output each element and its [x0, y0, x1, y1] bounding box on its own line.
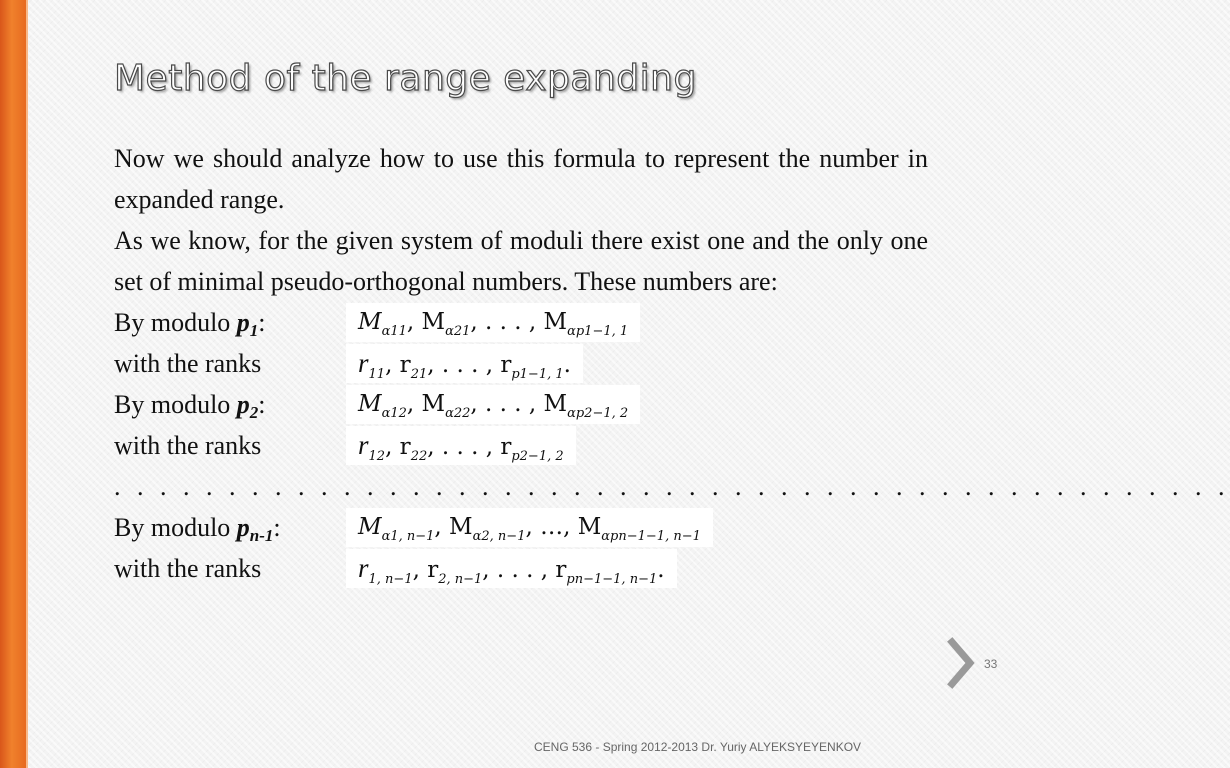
row-label: with the ranks: [114, 431, 262, 460]
ranks-row-2: [114, 425, 928, 466]
accent-bar: [0, 0, 26, 768]
modulo-row-n-1: [114, 507, 928, 548]
slide-title: Method of the range expanding: [114, 58, 697, 99]
ranks-formula: $r_{1, n-1}$, $r_{2, n-1}$, . . . , $r_{pn-1-1, n-1}$.: [346, 549, 677, 588]
colon: :: [258, 390, 266, 419]
accent-line: [26, 0, 28, 768]
row-label: with the ranks: [114, 349, 262, 378]
modulo-row-2: [114, 384, 928, 425]
ranks-row-1: [114, 343, 928, 384]
paragraph-pseudo-orthogonal: As we know, for the given system of moduli there exist one and the only one set of minimal pseudo-orthogonal numbers. These numbers are:: [114, 226, 928, 296]
row-label: By modulo: [114, 513, 231, 542]
slide-body: [114, 138, 1230, 589]
row-label: By modulo: [114, 308, 231, 337]
ranks-formula: $r_{12}$, $r_{22}$, . . . , $r_{p2-1, 2}$: [346, 426, 576, 465]
row-label: By modulo: [114, 390, 231, 419]
modulo-variable: $p_{n-1}$: [236, 513, 274, 545]
row-label: with the ranks: [114, 554, 262, 583]
modulo-variable: $p_2$: [236, 390, 259, 422]
modulo-variable: $p_1$: [236, 308, 259, 340]
ranks-row-n-1: [114, 548, 928, 589]
ranks-formula: $r_{11}$, $r_{21}$, . . . , $r_{p1-1, 1}$.: [346, 344, 583, 383]
pseudo-orthogonal-numbers: $M_{\alpha 12}$, $M_{\alpha 22}$, . . . , $M_{\alpha p2-1, 2}$: [346, 385, 640, 424]
pseudo-orthogonal-numbers: $M_{\alpha 11}$, $M_{\alpha 21}$, . . . , $M_{\alpha p1-1, 1}$: [346, 303, 640, 342]
next-chevron-icon[interactable]: [946, 638, 976, 688]
colon: :: [258, 308, 266, 337]
page-number: 33: [984, 657, 998, 671]
footer-text: CENG 536 - Spring 2012-2013 Dr. Yuriy ALYEKSYEYENKOV: [534, 740, 862, 754]
dotted-separator: . . . . . . . . . . . . . . . . . . . . . . . . . . . . . . . . . . . . . . . . . . . . . . . . .: [114, 472, 1230, 501]
modulo-row-1: [114, 302, 928, 343]
paragraph-intro: Now we should analyze how to use this formula to represent the number in expanded range.: [114, 144, 928, 214]
pseudo-orthogonal-numbers: $M_{\alpha 1, n-1}$, $M_{\alpha 2, n-1}$, …, $M_{\alpha pn-1-1, n-1}$: [346, 508, 713, 547]
colon: :: [273, 513, 281, 542]
